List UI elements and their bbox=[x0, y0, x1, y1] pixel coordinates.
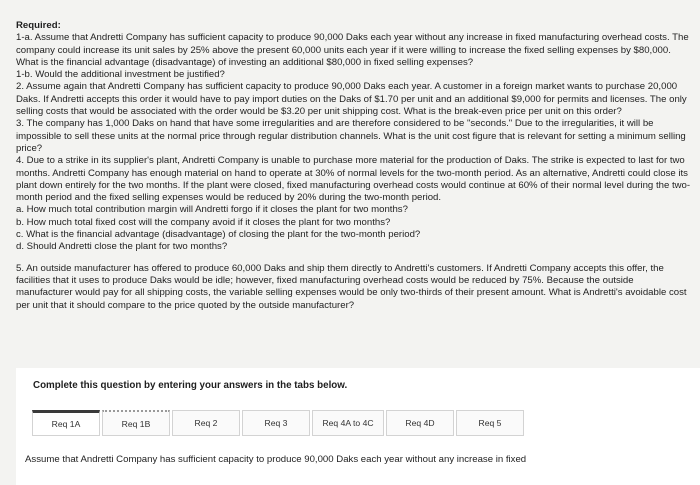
requirement-2: 2. Assume again that Andretti Company has sufficient capacity to produce 90,000 Daks each year. A customer in a foreign market wants to purchase 20,000 Daks. If Andretti accepts this order it would have to pay import duties on the Daks of $1.70 per unit and an additional $9,000 for permits and licenses. The only selling costs that would be associated with the order would be $3.20 per unit shipping cost. What is the break-even price per unit on this order? bbox=[16, 81, 687, 118]
answer-panel bbox=[16, 368, 700, 485]
requirement-5: 5. An outside manufacturer has offered to produce 60,000 Daks and ship them directly to Andretti's customers. If Andretti Company accepts this offer, the facilities that it uses to produce Daks would be idle; however, fixed manufacturing overhead costs would be reduced by 75%. Because the outside manufacturer would pay for all shipping costs, the variable selling expenses would be only two-thirds of their present amount. What is Andretti's avoidable cost per unit that it should compare to the price quoted by the outside manufacturer? bbox=[16, 262, 687, 311]
tab-req-4d[interactable]: Req 4D bbox=[386, 410, 454, 436]
requirement-tabs bbox=[32, 410, 526, 436]
paragraph-gap bbox=[16, 254, 692, 263]
tab-req-1a[interactable]: Req 1A bbox=[32, 410, 100, 436]
requirement-1a: 1-a. Assume that Andretti Company has sufficient capacity to produce 90,000 Daks each year without any increase in fixed manufacturing overhead costs. The company could increase its unit sales by 25% above the present 60,000 units each year if it were willing to increase the fixed selling expenses by $80,000. What is the financial advantage (disadvantage) of investing an additional $80,000 in fixed selling expenses? bbox=[16, 32, 689, 68]
requirement-3: 3. The company has 1,000 Daks on hand that have some irregularities and are therefore considered to be "seconds." Due to the irregularities, it will be impossible to sell these units at the normal price through regular distribution channels. What is the unit cost figure that is relevant for setting a minimum selling price? bbox=[16, 118, 686, 154]
requirement-1b: 1-b. Would the additional investment be justified? bbox=[16, 69, 225, 81]
requirement-4c: c. What is the financial advantage (disadvantage) of closing the plant for the two-month period? bbox=[16, 229, 421, 241]
tab-req-4a-to-4c[interactable]: Req 4A to 4C bbox=[312, 410, 384, 436]
tab-content-text: Assume that Andretti Company has sufficient capacity to produce 90,000 Daks each year without any increase in fixed bbox=[25, 454, 527, 465]
requirement-4d: d. Should Andretti close the plant for two months? bbox=[16, 241, 228, 253]
question-text bbox=[16, 20, 692, 312]
required-heading: Required: bbox=[16, 20, 61, 31]
tab-req-2[interactable]: Req 2 bbox=[172, 410, 240, 436]
tab-req-1b[interactable]: Req 1B bbox=[102, 410, 170, 436]
tab-req-5[interactable]: Req 5 bbox=[456, 410, 524, 436]
tab-req-3[interactable]: Req 3 bbox=[242, 410, 310, 436]
requirement-4: 4. Due to a strike in its supplier's plant, Andretti Company is unable to purchase more material for the production of Daks. The strike is expected to last for two months. Andretti Company has enough material on hand to operate at 30% of normal levels for the two-month period. As an alternative, Andretti could close its plant down entirely for the two months. If the plant were closed, fixed manufacturing overhead costs would continue at 60% of their normal level during the two-month period and the fixed selling expenses would be reduced by 20% during the two-month period. bbox=[16, 155, 691, 204]
requirement-4b: b. How much total fixed cost will the company avoid if it closes the plant for two months? bbox=[16, 216, 391, 228]
panel-instructions: Complete this question by entering your answers in the tabs below. bbox=[33, 380, 348, 391]
requirement-4a: a. How much total contribution margin will Andretti forgo if it closes the plant for two months? bbox=[16, 204, 408, 216]
